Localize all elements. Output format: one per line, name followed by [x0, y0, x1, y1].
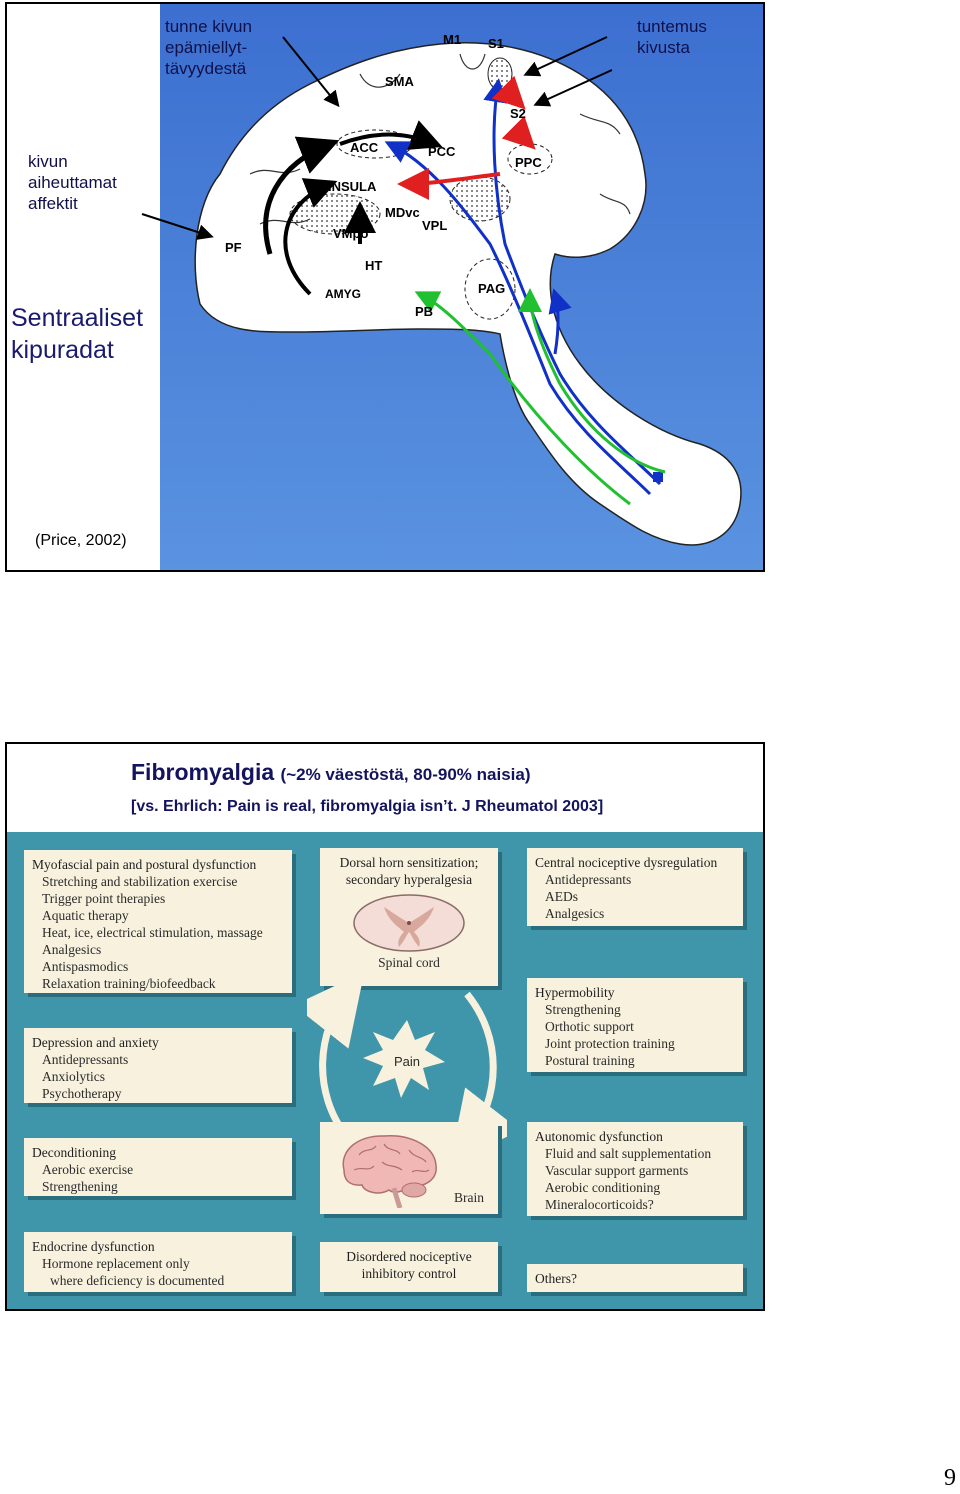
label-insula: INSULA — [328, 179, 377, 194]
annotation-affect-line-1: kivun — [28, 152, 68, 171]
box-disordered — [320, 1242, 498, 1292]
cycle-arrow-up — [323, 994, 347, 1137]
annotation-unpleasantness-line-3: tävyydestä — [165, 59, 247, 78]
label-amyg: AMYG — [325, 287, 361, 301]
box-others — [527, 1264, 743, 1292]
label-s1: S1 — [488, 36, 504, 51]
slide2-title — [131, 759, 530, 786]
label-pain: Pain — [393, 1054, 421, 1069]
annotation-affect-line-3: affektit — [28, 194, 78, 213]
box-depression-item: Psychotherapy — [42, 1086, 122, 1101]
label-ppc: PPC — [515, 155, 542, 170]
box-hypermobility-item: Joint protection training — [545, 1036, 675, 1051]
box-hypermobility-item: Strengthening — [545, 1002, 621, 1017]
slide1-title-line-2: kipuradat — [11, 336, 114, 364]
pointer-affect — [142, 214, 210, 236]
label-acc: ACC — [350, 140, 379, 155]
box-others-header: Others? — [535, 1271, 577, 1286]
box-myofascial-item: Analgesics — [42, 942, 102, 957]
box-central-nociceptive — [527, 848, 743, 926]
label-pag: PAG — [478, 281, 506, 296]
label-vpl: VPL — [422, 218, 448, 233]
label-ht: HT — [365, 258, 383, 273]
box-depression-item: Antidepressants — [42, 1052, 129, 1067]
annotation-sensation-line-1: tuntemus — [637, 17, 707, 36]
box-central-item: AEDs — [545, 889, 578, 904]
slide-fibromyalgia — [5, 742, 765, 1311]
annotation-sensation — [637, 16, 707, 58]
box-endocrine-item: Hormone replacement only — [42, 1256, 190, 1271]
box-disordered-header-line-2: inhibitory control — [361, 1266, 457, 1281]
label-s2: S2 — [510, 106, 526, 121]
box-depression — [24, 1028, 292, 1103]
annotation-unpleasantness-line-2: epämiellyt- — [165, 38, 248, 57]
box-myofascial-header: Myofascial pain and postural dysfunction — [32, 857, 257, 872]
label-m1: M1 — [443, 32, 462, 47]
pointer-sensation-1 — [527, 37, 607, 74]
slide2-title-paren: (~2% väestöstä, 80-90% naisia) — [280, 765, 531, 784]
box-myofascial-item: Trigger point therapies — [42, 891, 166, 906]
label-sma: SMA — [385, 74, 414, 89]
pointer-arrows — [7, 4, 763, 570]
box-disordered-header-line-1: Disordered nociceptive — [346, 1249, 472, 1264]
cycle-arrow-down — [467, 994, 493, 1142]
annotation-unpleasantness-line-1: tunne kivun — [165, 17, 252, 36]
label-spinal-cord: Spinal cord — [378, 955, 440, 970]
box-central-header: Central nociceptive dysregulation — [535, 855, 718, 870]
box-depression-header: Depression and anxiety — [32, 1035, 159, 1050]
box-autonomic-header: Autonomic dysfunction — [535, 1129, 663, 1144]
box-myofascial — [24, 850, 292, 993]
pointer-unpleasantness — [283, 37, 337, 104]
box-dorsal-header-line-1: Dorsal horn sensitization; — [339, 855, 479, 870]
spinal-cord-icon — [349, 892, 469, 954]
annotation-unpleasantness — [165, 16, 252, 79]
box-autonomic-item: Vascular support garments — [545, 1163, 689, 1178]
slide1-title — [11, 302, 143, 366]
box-endocrine — [24, 1232, 292, 1292]
box-central-item: Antidepressants — [545, 872, 632, 887]
annotation-affect-line-2: aiheuttamat — [28, 173, 117, 192]
box-central-item: Analgesics — [545, 906, 605, 921]
box-myofascial-item: Antispasmodics — [42, 959, 129, 974]
box-endocrine-header: Endocrine dysfunction — [32, 1239, 155, 1254]
slide2-subtitle: [vs. Ehrlich: Pain is real, fibromyalgia isn’t. J Rheumatol 2003] — [131, 798, 604, 815]
box-deconditioning — [24, 1138, 292, 1196]
box-hypermobility-item: Orthotic support — [545, 1019, 634, 1034]
annotation-sensation-line-2: kivusta — [637, 38, 690, 57]
page-number: 9 — [944, 1465, 956, 1491]
slide1-title-line-1: Sentraaliset — [11, 304, 144, 332]
box-autonomic-item: Fluid and salt supplementation — [545, 1146, 712, 1161]
box-endocrine-item: where deficiency is documented — [50, 1273, 225, 1288]
box-depression-item: Anxiolytics — [42, 1069, 105, 1084]
label-brain: Brain — [454, 1190, 484, 1205]
annotation-affect — [28, 151, 117, 214]
pointer-sensation-2 — [537, 70, 612, 104]
label-pcc: PCC — [428, 144, 456, 159]
box-deconditioning-item: Strengthening — [42, 1179, 118, 1194]
box-autonomic — [527, 1122, 743, 1216]
label-vmpo: VMpo — [333, 226, 369, 241]
box-dorsal-horn — [320, 848, 498, 986]
box-hypermobility-header: Hypermobility — [535, 985, 615, 1000]
box-autonomic-item: Mineralocorticoids? — [545, 1197, 654, 1212]
box-myofascial-item: Relaxation training/biofeedback — [42, 976, 216, 991]
citation-price: (Price, 2002) — [35, 532, 127, 549]
label-pb: PB — [415, 304, 434, 319]
slide-central-pain-pathways — [5, 2, 765, 572]
box-deconditioning-item: Aerobic exercise — [42, 1162, 134, 1177]
label-mdvc: MDvc — [385, 205, 420, 220]
treatment-figure — [7, 832, 763, 1309]
box-deconditioning-header: Deconditioning — [32, 1145, 116, 1160]
box-myofascial-item: Heat, ice, electrical stimulation, massage — [42, 925, 263, 940]
box-autonomic-item: Aerobic conditioning — [545, 1180, 661, 1195]
label-pf: PF — [225, 240, 242, 255]
brain-icon — [334, 1130, 444, 1208]
box-myofascial-item: Aquatic therapy — [42, 908, 129, 923]
box-dorsal-header-line-2: secondary hyperalgesia — [345, 872, 473, 887]
box-hypermobility-item: Postural training — [545, 1053, 635, 1068]
box-hypermobility — [527, 978, 743, 1072]
box-brain — [320, 1122, 498, 1214]
slide2-title-main: Fibromyalgia — [131, 759, 275, 785]
box-myofascial-item: Stretching and stabilization exercise — [42, 874, 238, 889]
